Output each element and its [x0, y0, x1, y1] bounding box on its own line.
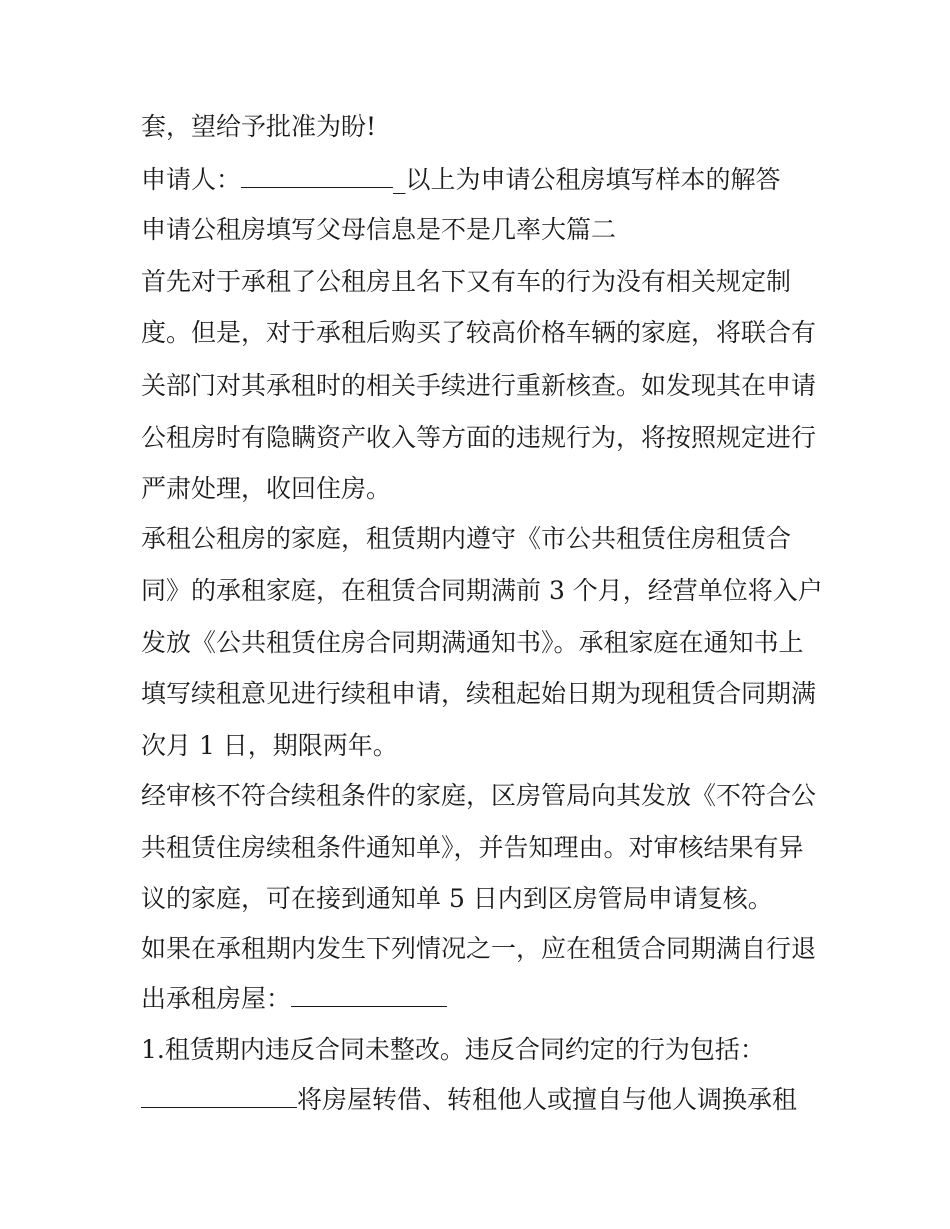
- applicant-line-tail: _以上为申请公租房填写样本的解答: [393, 165, 781, 194]
- text-line: 议的家庭，可在接到通知单 5 日内到区房管局申请复核。: [141, 884, 773, 913]
- text-line: 严肃处理，收回住房。: [141, 474, 392, 503]
- text-line: 关部门对其承租时的相关手续进行重新核查。如发现其在申请: [141, 371, 817, 400]
- exit-blank: [291, 984, 447, 1007]
- applicant-blank: [241, 165, 393, 188]
- text-line: 套，望给予批准为盼!: [141, 112, 377, 141]
- violation-blank: [141, 1085, 297, 1108]
- text-line: 发放《公共租赁住房合同期满通知书》。承租家庭在通知书上: [141, 628, 804, 657]
- section-heading: 申请公租房填写父母信息是不是几率大篇二: [141, 215, 617, 244]
- text-line: 次月 1 日，期限两年。: [141, 731, 398, 760]
- exit-line: [141, 984, 447, 1014]
- text-line: 首先对于承租了公租房且名下又有车的行为没有相关规定制: [141, 267, 792, 296]
- text-line: 如果在承租期内发生下列情况之一，应在租赁合同期满自行退: [141, 934, 817, 963]
- text-line: 经审核不符合续租条件的家庭，区房管局向其发放《不符合公: [141, 781, 817, 810]
- list-item: 1.租赁期内违反合同未整改。违反合同约定的行为包括：: [141, 1035, 765, 1064]
- text-line: 公租房时有隐瞒资产收入等方面的违规行为，将按照规定进行: [141, 423, 817, 452]
- violation-line: [141, 1085, 797, 1115]
- text-line: 同》的承租家庭，在租赁合同期满前 3 个月，经营单位将入户: [141, 576, 823, 605]
- text-line: 度。但是，对于承租后购买了较高价格车辆的家庭，将联合有: [141, 318, 817, 347]
- text-line: 填写续租意见进行续租申请，续租起始日期为现租赁合同期满: [141, 679, 817, 708]
- applicant-label: 申请人：: [141, 165, 242, 194]
- exit-label: 出承租房屋：: [141, 984, 292, 1013]
- text-line: 共租赁住房续租条件通知单》，并告知理由。对审核结果有异: [141, 833, 804, 862]
- violation-text: 将房屋转借、转租他人或擅自与他人调换承租: [297, 1085, 798, 1114]
- text-line: 承租公租房的家庭，租赁期内遵守《市公共租赁住房租赁合: [141, 524, 792, 553]
- applicant-line: [141, 165, 781, 195]
